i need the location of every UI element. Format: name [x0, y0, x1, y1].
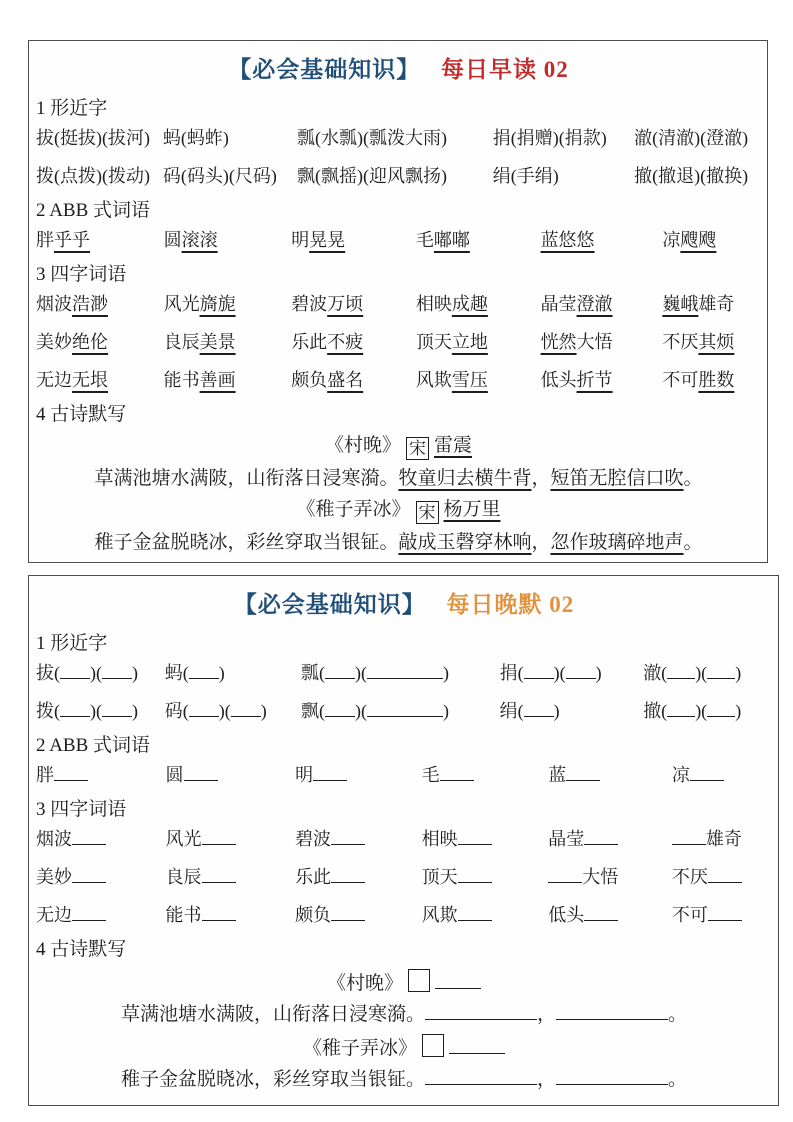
fill-in-blank — [102, 676, 132, 679]
word-cell — [36, 865, 166, 890]
word-cell — [164, 292, 292, 317]
answer-text: 折节 — [576, 370, 613, 390]
word-cell — [493, 126, 634, 151]
text-run: ， — [536, 1069, 556, 1090]
word-cell — [643, 699, 772, 724]
text-run: 美妙 — [36, 332, 72, 352]
word-cell — [662, 292, 761, 317]
fill-in-blank — [458, 842, 492, 845]
word-cell — [301, 699, 500, 724]
dynasty-box: 宋 — [406, 437, 429, 460]
text-run: 雄奇 — [698, 294, 735, 314]
answer-text: 雪压 — [451, 370, 488, 390]
word-cell — [295, 763, 422, 788]
fill-in-blank — [202, 842, 236, 845]
section-heading-poem-dictation: 4 古诗默写 — [36, 939, 127, 960]
text-run: 胖 — [36, 230, 54, 250]
fill-in-blank — [331, 842, 365, 845]
word-cell — [291, 368, 416, 393]
text-run: 碧波 — [295, 829, 332, 849]
word-cell — [291, 228, 416, 253]
similar-chars-grid — [36, 661, 772, 724]
text-run: ， — [531, 532, 551, 553]
text-run: 凉 — [662, 230, 681, 250]
answer-text: 雷震 — [434, 435, 473, 456]
word-cell — [164, 368, 292, 393]
text-run: )( — [553, 663, 566, 683]
fill-in-blank — [435, 986, 481, 989]
text-run: 稚子金盆脱晓冰，彩丝穿取当银钲。 — [120, 1069, 425, 1090]
fill-in-blank — [189, 676, 219, 679]
answer-text: 忽作玻璃碎地声 — [550, 532, 684, 553]
text-run: 绢(手绢) — [492, 166, 559, 186]
answer-text: 胜数 — [698, 370, 735, 390]
fill-in-blank — [458, 918, 492, 921]
text-run: 不厌 — [671, 867, 708, 887]
answer-text: 滚滚 — [181, 230, 218, 250]
answer-text: 万顷 — [327, 294, 364, 314]
text-run: ) — [218, 663, 225, 683]
word-cell — [548, 903, 672, 928]
text-run: 良辰 — [165, 867, 202, 887]
fill-in-blank — [60, 714, 90, 717]
text-run: 圆 — [163, 230, 182, 250]
text-run: 草满池塘水满陂，山衔落日浸寒漪。 — [94, 468, 399, 489]
poem-verse-line — [36, 1068, 772, 1092]
word-cell — [291, 292, 416, 317]
fill-in-blank — [325, 676, 355, 679]
answer-text: 浩渺 — [72, 294, 108, 314]
text-run: 。 — [668, 1004, 688, 1025]
fill-in-blank — [54, 778, 88, 781]
text-run: 澈(清澈)(澄澈) — [634, 128, 749, 148]
panel-title — [36, 55, 761, 85]
fill-in-blank — [667, 676, 695, 679]
dynasty-box: 宋 — [416, 501, 439, 524]
answer-text: 不疲 — [327, 332, 364, 352]
fill-in-blank — [72, 918, 106, 921]
fill-in-blank — [458, 880, 492, 883]
section-heading-abb-words: 2 ABB 式词语 — [36, 735, 151, 756]
word-cell — [297, 164, 493, 189]
word-cell — [36, 763, 166, 788]
text-run: 颇负 — [291, 370, 328, 390]
poem-title-line — [36, 434, 761, 460]
text-run: 捐(捐赠)(捐款) — [492, 128, 607, 148]
word-cell — [416, 330, 541, 355]
fill-in-blank — [556, 1017, 668, 1020]
word-cell — [297, 126, 493, 151]
text-run: 碧波 — [291, 294, 328, 314]
text-run: 蚂(蚂蚱) — [162, 128, 229, 148]
title-session: 每日早读 02 — [441, 57, 569, 82]
text-run: 低头 — [548, 905, 585, 925]
text-run: 撤(撤退)(撤换) — [634, 166, 749, 186]
text-run: 拨(点拨)(拨动) — [36, 166, 150, 186]
answer-text: 美景 — [199, 332, 236, 352]
text-run: )( — [354, 701, 367, 721]
text-run: )( — [90, 663, 102, 683]
text-run: 晶莹 — [540, 294, 577, 314]
word-cell — [36, 228, 164, 253]
word-cell — [36, 661, 165, 686]
empty-dynasty-box — [422, 1034, 444, 1057]
fill-in-blank — [331, 880, 365, 883]
word-cell — [295, 903, 422, 928]
text-run: 稚子金盆脱晓冰，彩丝穿取当银钲。 — [94, 532, 399, 553]
word-cell — [672, 903, 772, 928]
fill-in-blank — [102, 714, 132, 717]
text-run: 澈( — [643, 663, 668, 683]
poem-verse-line — [36, 467, 761, 491]
fill-in-blank — [72, 880, 106, 883]
text-run: 能书 — [163, 370, 200, 390]
text-run: 无边 — [36, 905, 72, 925]
word-cell — [500, 699, 644, 724]
text-run: ) — [595, 663, 602, 683]
fill-in-blank — [331, 918, 365, 921]
fill-in-blank — [60, 676, 90, 679]
panel-evening-dictation — [28, 575, 779, 1106]
title-bracket: 【必会基础知识】 — [228, 57, 421, 82]
text-run: 蚂( — [164, 663, 189, 683]
text-run: 凉 — [671, 765, 690, 785]
section-heading-four-char-words: 3 四字词语 — [36, 799, 127, 820]
fill-in-blank — [566, 676, 596, 679]
answer-text: 牧童归去横牛背 — [398, 468, 532, 489]
fill-in-blank — [231, 714, 261, 717]
text-run: ) — [735, 701, 742, 721]
text-run: 低头 — [540, 370, 577, 390]
text-run: 《稚子弄冰》 — [302, 1038, 417, 1059]
text-run: 。 — [683, 532, 703, 553]
word-cell — [634, 164, 761, 189]
text-run: 拨( — [36, 701, 60, 721]
word-cell — [166, 763, 296, 788]
text-run: 草满池塘水满陂，山衔落日浸寒漪。 — [120, 1004, 425, 1025]
word-cell — [164, 330, 292, 355]
fill-in-blank — [584, 918, 618, 921]
text-run: ) — [442, 701, 449, 721]
word-cell — [36, 699, 165, 724]
fill-in-blank — [548, 880, 582, 883]
answer-text: 嘟嘟 — [433, 230, 470, 250]
word-cell — [422, 763, 549, 788]
text-run: 烟波 — [36, 294, 72, 314]
text-run: 撤( — [643, 701, 668, 721]
word-cell — [36, 126, 163, 151]
answer-text: 蓝悠悠 — [540, 230, 595, 250]
word-cell — [672, 763, 772, 788]
fill-in-blank — [707, 676, 735, 679]
word-cell — [166, 827, 296, 852]
text-run: ) — [132, 701, 138, 721]
answer-text: 盛名 — [327, 370, 364, 390]
text-run: 不可 — [662, 370, 699, 390]
word-cell — [36, 292, 164, 317]
word-cell — [166, 903, 296, 928]
similar-chars-grid — [36, 126, 761, 189]
answer-text: 成趣 — [451, 294, 488, 314]
four-char-words-grid — [36, 292, 761, 393]
answer-text: 绝伦 — [72, 332, 108, 352]
text-run: ) — [260, 701, 267, 721]
text-run: 顶天 — [415, 332, 452, 352]
text-run: 无边 — [36, 370, 72, 390]
word-cell — [416, 228, 541, 253]
word-cell — [36, 164, 163, 189]
fill-in-blank — [708, 880, 742, 883]
text-run: )( — [218, 701, 231, 721]
word-cell — [301, 661, 500, 686]
answer-text: 立地 — [451, 332, 488, 352]
word-cell — [422, 827, 549, 852]
text-run: 捐( — [499, 663, 524, 683]
answer-text: 杨万里 — [443, 499, 501, 520]
word-cell — [422, 865, 549, 890]
text-run: 雄奇 — [705, 829, 742, 849]
poem-verse-line — [36, 1003, 772, 1027]
word-cell — [163, 126, 297, 151]
text-run: 不厌 — [662, 332, 699, 352]
panel-morning-reading — [28, 40, 768, 563]
text-run: 晶莹 — [548, 829, 585, 849]
word-cell — [36, 368, 164, 393]
answer-text: 乎乎 — [54, 230, 90, 250]
word-cell — [295, 865, 422, 890]
word-cell — [163, 164, 297, 189]
word-cell — [493, 164, 634, 189]
poem-title-line — [36, 1034, 772, 1061]
word-cell — [662, 228, 761, 253]
text-run: )( — [695, 701, 708, 721]
text-run: 绢( — [499, 701, 524, 721]
word-cell — [291, 330, 416, 355]
word-cell — [548, 827, 672, 852]
text-run: 《稚子弄冰》 — [296, 499, 411, 520]
word-cell — [541, 330, 663, 355]
section-heading-similar-chars: 1 形近字 — [36, 98, 108, 119]
text-run: 顶天 — [421, 867, 458, 887]
fill-in-blank — [708, 918, 742, 921]
text-run: 烟波 — [36, 829, 72, 849]
text-run: 。 — [683, 468, 703, 489]
fill-in-blank — [584, 842, 618, 845]
text-run: 拔(挺拔)(拔河) — [36, 128, 150, 148]
text-run: 码(码头)(尺码) — [162, 166, 277, 186]
word-cell — [672, 827, 772, 852]
word-cell — [36, 330, 164, 355]
text-run: 飘(飘摇)(迎风飘扬) — [297, 166, 447, 186]
text-run: 圆 — [165, 765, 184, 785]
word-cell — [672, 865, 772, 890]
word-cell — [295, 827, 422, 852]
answer-text: 无垠 — [72, 370, 108, 390]
text-run: )( — [354, 663, 367, 683]
text-run: ) — [735, 663, 742, 683]
fill-in-blank — [367, 676, 443, 679]
answer-text: 其烦 — [698, 332, 735, 352]
four-char-words-grid — [36, 827, 772, 928]
word-cell — [165, 661, 301, 686]
text-run: ， — [536, 1004, 556, 1025]
abb-words-grid — [36, 228, 761, 253]
text-run: 不可 — [671, 905, 708, 925]
word-cell — [548, 865, 672, 890]
fill-in-blank — [313, 778, 347, 781]
word-cell — [541, 368, 663, 393]
text-run: 明 — [291, 230, 310, 250]
text-run: )( — [695, 663, 708, 683]
answer-text: 善画 — [199, 370, 236, 390]
abb-words-grid — [36, 763, 772, 788]
title-bracket: 【必会基础知识】 — [233, 592, 426, 617]
word-cell — [643, 661, 772, 686]
text-run: 毛 — [421, 765, 440, 785]
fill-in-blank — [325, 714, 355, 717]
fill-in-blank — [707, 714, 735, 717]
fill-in-blank — [524, 676, 554, 679]
text-run: 蓝 — [548, 765, 567, 785]
poem-verse-line — [36, 531, 761, 555]
fill-in-blank — [72, 842, 106, 845]
text-run: ) — [132, 663, 138, 683]
word-cell — [548, 763, 672, 788]
word-cell — [36, 903, 166, 928]
answer-text: 短笛无腔信口吹 — [550, 468, 684, 489]
text-run: 大悟 — [582, 867, 619, 887]
word-cell — [36, 827, 166, 852]
answer-text: 晃晃 — [309, 230, 346, 250]
answer-text: 旖旎 — [199, 294, 236, 314]
text-run: 码( — [164, 701, 189, 721]
text-run: 瓢( — [300, 663, 325, 683]
answer-text: 恍然 — [540, 332, 577, 352]
section-heading-similar-chars: 1 形近字 — [36, 633, 108, 654]
text-run: 风光 — [165, 829, 202, 849]
text-run: 。 — [668, 1069, 688, 1090]
word-cell — [416, 368, 541, 393]
fill-in-blank — [667, 714, 695, 717]
fill-in-blank — [367, 714, 443, 717]
text-run: 良辰 — [163, 332, 200, 352]
text-run: 美妙 — [36, 867, 72, 887]
word-cell — [500, 661, 644, 686]
fill-in-blank — [556, 1082, 668, 1085]
word-cell — [166, 865, 296, 890]
text-run: 颇负 — [295, 905, 332, 925]
text-run: 风欺 — [421, 905, 458, 925]
text-run: 能书 — [165, 905, 202, 925]
text-run: )( — [90, 701, 102, 721]
panel-title — [36, 590, 772, 620]
fill-in-blank — [524, 714, 554, 717]
fill-in-blank — [449, 1051, 505, 1054]
text-run: 相映 — [415, 294, 452, 314]
text-run: 风光 — [163, 294, 200, 314]
fill-in-blank — [202, 880, 236, 883]
word-cell — [541, 228, 663, 253]
section-heading-four-char-words: 3 四字词语 — [36, 264, 127, 285]
empty-dynasty-box — [408, 969, 430, 992]
fill-in-blank — [425, 1017, 537, 1020]
answer-text: 敲成玉磬穿林响 — [398, 532, 532, 553]
word-cell — [422, 903, 549, 928]
fill-in-blank — [189, 714, 219, 717]
fill-in-blank — [566, 778, 600, 781]
section-heading-abb-words: 2 ABB 式词语 — [36, 200, 151, 221]
text-run: 大悟 — [576, 332, 613, 352]
word-cell — [416, 292, 541, 317]
text-run: 明 — [295, 765, 314, 785]
answer-text: 澄澈 — [576, 294, 613, 314]
text-run: 拔( — [36, 663, 60, 683]
text-run: 瓢(水瓢)(瓢泼大雨) — [297, 128, 447, 148]
text-run: ) — [442, 663, 449, 683]
word-cell — [164, 228, 292, 253]
answer-text: 巍峨 — [662, 294, 699, 314]
fill-in-blank — [425, 1082, 537, 1085]
fill-in-blank — [202, 918, 236, 921]
fill-in-blank — [440, 778, 474, 781]
section-heading-poem-dictation: 4 古诗默写 — [36, 404, 127, 425]
text-run: 《村晚》 — [324, 435, 401, 456]
word-cell — [634, 126, 761, 151]
word-cell — [662, 330, 761, 355]
poem-title-line — [36, 969, 772, 996]
text-run: 胖 — [36, 765, 54, 785]
word-cell — [541, 292, 663, 317]
text-run: 《村晚》 — [326, 973, 403, 994]
word-cell — [662, 368, 761, 393]
text-run: ) — [553, 701, 560, 721]
text-run: 风欺 — [415, 370, 452, 390]
fill-in-blank — [690, 778, 724, 781]
text-run: 乐此 — [291, 332, 328, 352]
word-cell — [165, 699, 301, 724]
text-run: 毛 — [415, 230, 434, 250]
title-session: 每日晚默 02 — [446, 592, 575, 617]
poem-title-line — [36, 498, 761, 524]
fill-in-blank — [672, 842, 706, 845]
text-run: ， — [531, 468, 551, 489]
text-run: 相映 — [421, 829, 458, 849]
fill-in-blank — [184, 778, 218, 781]
text-run: 乐此 — [295, 867, 332, 887]
text-run: 飘( — [300, 701, 325, 721]
answer-text: 飕飕 — [680, 230, 717, 250]
